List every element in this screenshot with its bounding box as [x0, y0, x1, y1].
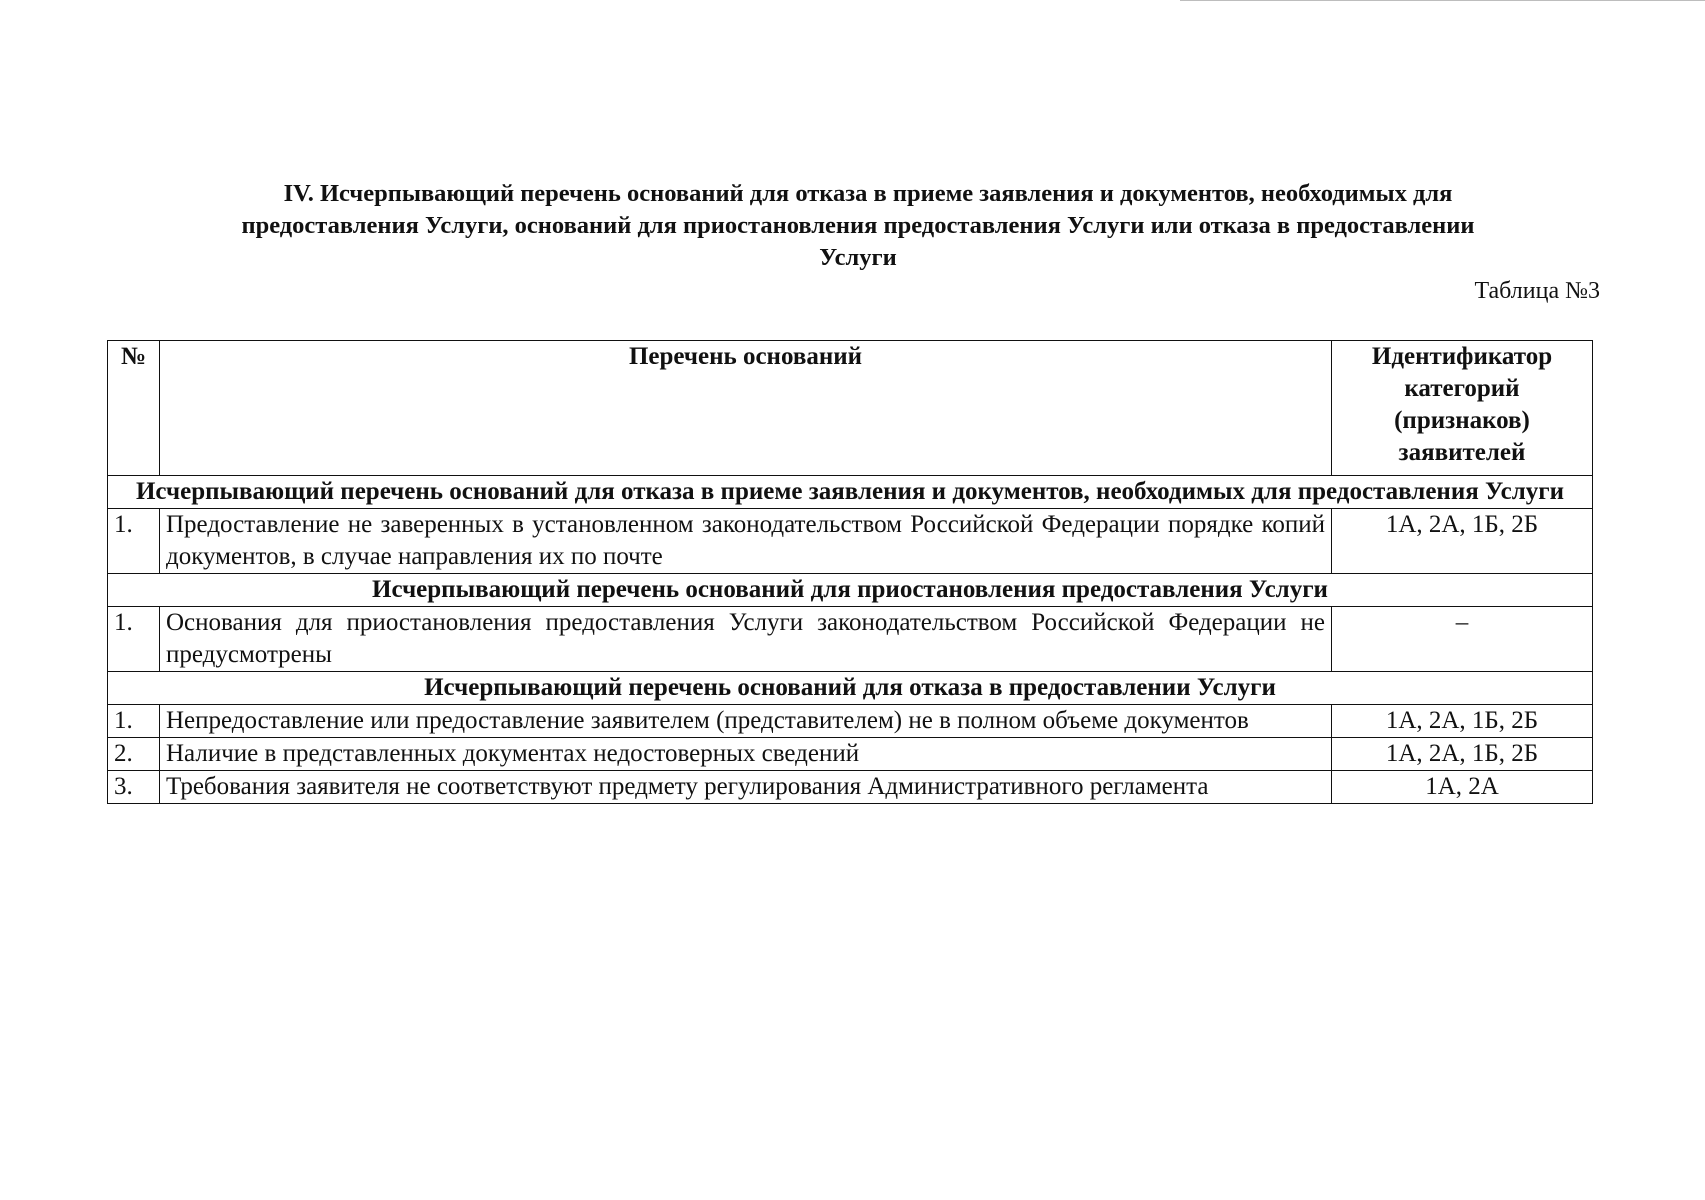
table-header-row [108, 341, 1593, 476]
row-grounds: Непредоставление или предоставление заявителем (представителем) не в полном объеме документов [160, 705, 1332, 738]
row-identifier: 1А, 2А [1332, 771, 1593, 804]
row-number: 1. [108, 509, 160, 574]
row-number: 3. [108, 771, 160, 804]
section-row [108, 574, 1593, 607]
row-number: 1. [108, 705, 160, 738]
row-identifier: 1А, 2А, 1Б, 2Б [1332, 738, 1593, 771]
row-number: 2. [108, 738, 160, 771]
table-row [108, 771, 1593, 804]
table-row [108, 705, 1593, 738]
grounds-table [107, 340, 1593, 804]
section-row [108, 476, 1593, 509]
row-grounds: Требования заявителя не соответствуют предмету регулирования Административного регламента [160, 771, 1332, 804]
header-number: № [108, 341, 160, 476]
section-title: Исчерпывающий перечень оснований для отказа в предоставлении Услуги [108, 672, 1593, 705]
row-identifier: – [1332, 607, 1593, 672]
scan-edge-line [1180, 0, 1705, 3]
section-row [108, 672, 1593, 705]
table-row [108, 509, 1593, 574]
section-heading [118, 178, 1598, 274]
heading-line-1: IV. Исчерпывающий перечень оснований для отказа в приеме заявления и документов, необходимых для [283, 180, 1453, 207]
section-title: Исчерпывающий перечень оснований для приостановления предоставления Услуги [108, 574, 1593, 607]
table-row [108, 738, 1593, 771]
row-identifier: 1А, 2А, 1Б, 2Б [1332, 509, 1593, 574]
heading-line-3: Услуги [819, 244, 897, 271]
row-grounds: Основания для приостановления предоставления Услуги законодательством Российской Федерации не предусмотрены [160, 607, 1332, 672]
table-row [108, 607, 1593, 672]
heading-line-2: предоставления Услуги, оснований для приостановления предоставления Услуги или отказа в предоставлении [241, 212, 1475, 239]
header-identifier: Идентификатор категорий (признаков) заявителей [1332, 341, 1593, 476]
section-title: Исчерпывающий перечень оснований для отказа в приеме заявления и документов, необходимых для предоставления Услуги [108, 476, 1593, 509]
row-number: 1. [108, 607, 160, 672]
header-grounds: Перечень оснований [160, 341, 1332, 476]
table-label: Таблица №3 [1474, 278, 1600, 304]
row-grounds: Предоставление не заверенных в установленном законодательством Российской Федерации порядке копий документов, в случае направления их по почте [160, 509, 1332, 574]
row-grounds: Наличие в представленных документах недостоверных сведений [160, 738, 1332, 771]
row-identifier: 1А, 2А, 1Б, 2Б [1332, 705, 1593, 738]
